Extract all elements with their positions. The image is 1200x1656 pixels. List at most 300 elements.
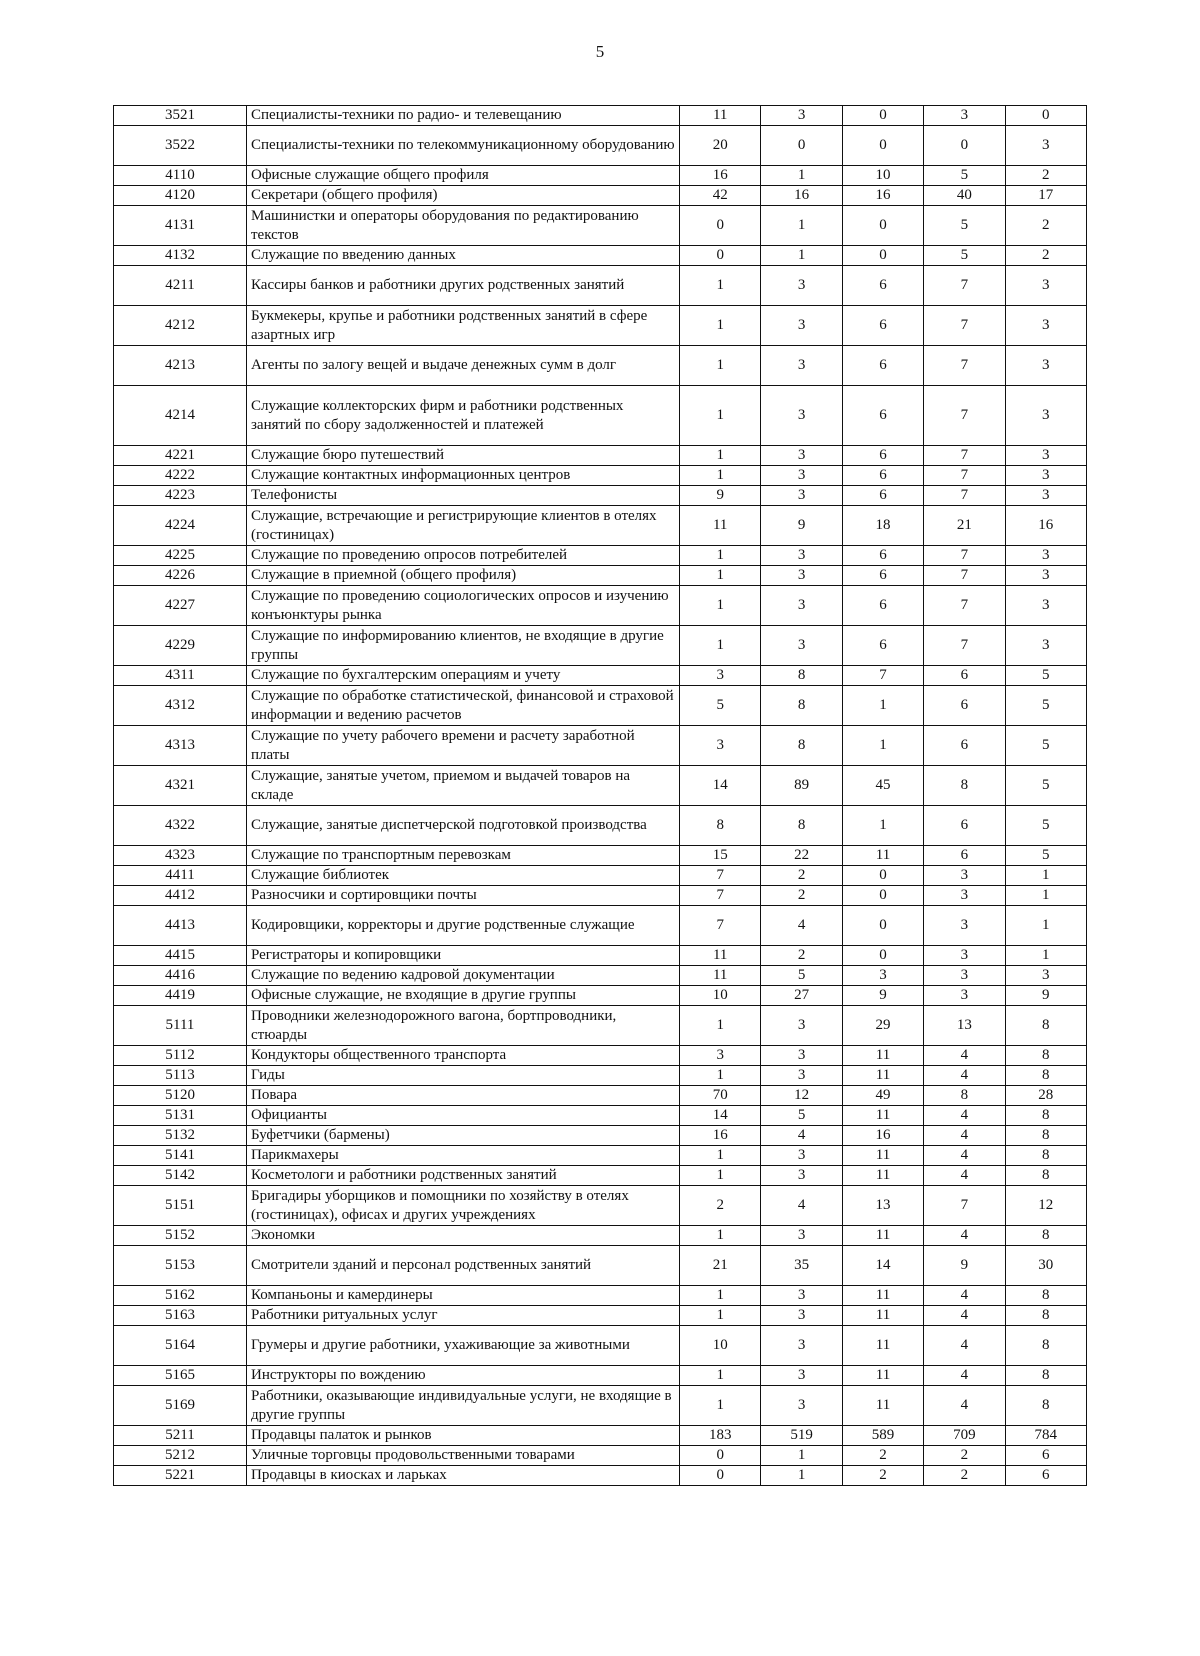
occupation-code: 4221 [114,446,247,466]
occupation-title: Машинистки и операторы оборудования по редактированию текстов [247,206,680,246]
value-cell-5: 1 [1005,946,1086,966]
value-cell-1: 7 [680,866,761,886]
table-row [114,446,1087,466]
value-cell-1: 1 [680,386,761,446]
value-cell-4: 7 [924,566,1005,586]
value-cell-4: 3 [924,106,1005,126]
value-cell-2: 27 [761,986,842,1006]
value-cell-1: 8 [680,806,761,846]
value-cell-3: 3 [842,966,923,986]
occupation-title: Смотрители зданий и персонал родственных занятий [247,1246,680,1286]
table-row [114,866,1087,886]
value-cell-1: 0 [680,206,761,246]
value-cell-5: 8 [1005,1286,1086,1306]
occupation-title: Кодировщики, корректоры и другие родственные служащие [247,906,680,946]
value-cell-2: 3 [761,306,842,346]
value-cell-3: 11 [842,1326,923,1366]
value-cell-4: 6 [924,806,1005,846]
value-cell-3: 6 [842,266,923,306]
value-cell-2: 22 [761,846,842,866]
occupation-title: Служащие, встречающие и регистрирующие клиентов в отелях (гостиницах) [247,506,680,546]
value-cell-3: 11 [842,1306,923,1326]
value-cell-5: 8 [1005,1126,1086,1146]
value-cell-4: 0 [924,126,1005,166]
table-row [114,726,1087,766]
occupation-code: 5163 [114,1306,247,1326]
value-cell-5: 0 [1005,106,1086,126]
value-cell-4: 4 [924,1306,1005,1326]
value-cell-5: 3 [1005,586,1086,626]
value-cell-3: 16 [842,1126,923,1146]
occupation-title: Уличные торговцы продовольственными товарами [247,1446,680,1466]
value-cell-1: 3 [680,1046,761,1066]
occupation-code: 4211 [114,266,247,306]
table-row [114,166,1087,186]
value-cell-3: 0 [842,206,923,246]
value-cell-4: 6 [924,846,1005,866]
value-cell-5: 1 [1005,886,1086,906]
value-cell-4: 3 [924,986,1005,1006]
occupation-code: 4227 [114,586,247,626]
value-cell-1: 20 [680,126,761,166]
table-row [114,1126,1087,1146]
value-cell-5: 3 [1005,306,1086,346]
value-cell-2: 3 [761,106,842,126]
value-cell-2: 3 [761,386,842,446]
value-cell-4: 8 [924,1086,1005,1106]
value-cell-3: 18 [842,506,923,546]
table-row [114,946,1087,966]
occupation-code: 4416 [114,966,247,986]
value-cell-3: 2 [842,1466,923,1486]
value-cell-5: 3 [1005,386,1086,446]
value-cell-2: 3 [761,1226,842,1246]
value-cell-1: 70 [680,1086,761,1106]
value-cell-4: 4 [924,1046,1005,1066]
table-row [114,466,1087,486]
value-cell-3: 6 [842,586,923,626]
value-cell-3: 45 [842,766,923,806]
value-cell-4: 4 [924,1226,1005,1246]
occupation-title: Инструкторы по вождению [247,1366,680,1386]
occupation-code: 4212 [114,306,247,346]
occupation-code: 4225 [114,546,247,566]
value-cell-1: 1 [680,446,761,466]
value-cell-5: 3 [1005,486,1086,506]
value-cell-5: 3 [1005,266,1086,306]
table-row [114,206,1087,246]
value-cell-3: 11 [842,1386,923,1426]
value-cell-5: 1 [1005,906,1086,946]
value-cell-3: 0 [842,886,923,906]
value-cell-4: 13 [924,1006,1005,1046]
value-cell-1: 1 [680,1366,761,1386]
occupation-code: 5162 [114,1286,247,1306]
value-cell-4: 40 [924,186,1005,206]
value-cell-5: 3 [1005,966,1086,986]
value-cell-5: 5 [1005,666,1086,686]
table-row [114,806,1087,846]
table-row [114,266,1087,306]
occupation-title: Служащие по бухгалтерским операциям и учету [247,666,680,686]
value-cell-4: 7 [924,346,1005,386]
value-cell-1: 1 [680,266,761,306]
value-cell-5: 6 [1005,1466,1086,1486]
occupation-title: Экономки [247,1226,680,1246]
value-cell-1: 11 [680,946,761,966]
value-cell-3: 10 [842,166,923,186]
occupation-code: 4311 [114,666,247,686]
value-cell-5: 3 [1005,546,1086,566]
occupation-title: Специалисты-техники по радио- и телевещанию [247,106,680,126]
value-cell-2: 89 [761,766,842,806]
value-cell-3: 6 [842,466,923,486]
value-cell-2: 1 [761,1446,842,1466]
table-row [114,1386,1087,1426]
value-cell-3: 11 [842,1106,923,1126]
occupation-title: Служащие в приемной (общего профиля) [247,566,680,586]
occupation-code: 5141 [114,1146,247,1166]
value-cell-5: 2 [1005,166,1086,186]
occupation-code: 4223 [114,486,247,506]
value-cell-5: 3 [1005,626,1086,666]
value-cell-5: 8 [1005,1106,1086,1126]
value-cell-3: 6 [842,386,923,446]
occupation-title: Кассиры банков и работники других родственных занятий [247,266,680,306]
value-cell-2: 16 [761,186,842,206]
table-row [114,1166,1087,1186]
table-row [114,1006,1087,1046]
value-cell-5: 8 [1005,1166,1086,1186]
value-cell-3: 11 [842,846,923,866]
occupation-code: 4413 [114,906,247,946]
value-cell-3: 6 [842,546,923,566]
table-row [114,346,1087,386]
occupation-code: 5212 [114,1446,247,1466]
value-cell-1: 1 [680,466,761,486]
value-cell-1: 1 [680,1146,761,1166]
value-cell-4: 4 [924,1326,1005,1366]
value-cell-5: 2 [1005,246,1086,266]
occupation-code: 4411 [114,866,247,886]
value-cell-5: 5 [1005,726,1086,766]
occupation-title: Служащие контактных информационных центров [247,466,680,486]
value-cell-1: 1 [680,306,761,346]
occupation-title: Официанты [247,1106,680,1126]
value-cell-4: 2 [924,1446,1005,1466]
value-cell-3: 0 [842,126,923,166]
occupation-title: Парикмахеры [247,1146,680,1166]
occupation-title: Офисные служащие, не входящие в другие группы [247,986,680,1006]
table-row [114,386,1087,446]
occupation-title: Служащие по проведению социологических опросов и изучению конъюнктуры рынка [247,586,680,626]
occupation-code: 5169 [114,1386,247,1426]
value-cell-1: 2 [680,1186,761,1226]
occupation-title: Служащие, занятые учетом, приемом и выдачей товаров на складе [247,766,680,806]
occupation-code: 4222 [114,466,247,486]
value-cell-1: 1 [680,1226,761,1246]
table-row [114,966,1087,986]
value-cell-1: 1 [680,586,761,626]
occupation-title: Продавцы в киосках и ларьках [247,1466,680,1486]
occupation-code: 5142 [114,1166,247,1186]
occupation-code: 5211 [114,1426,247,1446]
occupation-title: Агенты по залогу вещей и выдаче денежных сумм в долг [247,346,680,386]
value-cell-4: 7 [924,1186,1005,1226]
value-cell-1: 3 [680,666,761,686]
value-cell-2: 3 [761,446,842,466]
value-cell-2: 3 [761,1326,842,1366]
value-cell-1: 11 [680,966,761,986]
table-row [114,126,1087,166]
occupation-title: Служащие, занятые диспетчерской подготовкой производства [247,806,680,846]
value-cell-5: 1 [1005,866,1086,886]
value-cell-4: 4 [924,1146,1005,1166]
value-cell-5: 5 [1005,686,1086,726]
value-cell-5: 5 [1005,846,1086,866]
occupation-code: 5131 [114,1106,247,1126]
value-cell-5: 8 [1005,1366,1086,1386]
value-cell-4: 4 [924,1366,1005,1386]
table-row [114,186,1087,206]
table-row [114,306,1087,346]
value-cell-2: 3 [761,1166,842,1186]
value-cell-3: 11 [842,1366,923,1386]
value-cell-5: 5 [1005,766,1086,806]
value-cell-5: 8 [1005,1306,1086,1326]
value-cell-2: 3 [761,1386,842,1426]
occupation-title: Повара [247,1086,680,1106]
value-cell-2: 0 [761,126,842,166]
occupation-title: Служащие по ведению кадровой документации [247,966,680,986]
value-cell-3: 11 [842,1286,923,1306]
value-cell-2: 4 [761,1186,842,1226]
value-cell-2: 4 [761,1126,842,1146]
value-cell-4: 6 [924,666,1005,686]
occupation-code: 5152 [114,1226,247,1246]
occupation-title: Проводники железнодорожного вагона, бортпроводники, стюарды [247,1006,680,1046]
value-cell-2: 3 [761,1066,842,1086]
value-cell-4: 7 [924,266,1005,306]
value-cell-4: 4 [924,1066,1005,1086]
occupation-title: Разносчики и сортировщики почты [247,886,680,906]
value-cell-4: 9 [924,1246,1005,1286]
occupation-code: 5111 [114,1006,247,1046]
value-cell-3: 11 [842,1226,923,1246]
table-row [114,986,1087,1006]
value-cell-2: 5 [761,966,842,986]
table-row [114,1146,1087,1166]
value-cell-3: 11 [842,1166,923,1186]
value-cell-4: 8 [924,766,1005,806]
occupation-title: Служащие по учету рабочего времени и расчету заработной платы [247,726,680,766]
table-row [114,766,1087,806]
value-cell-5: 8 [1005,1226,1086,1246]
occupation-title: Кондукторы общественного транспорта [247,1046,680,1066]
value-cell-5: 30 [1005,1246,1086,1286]
value-cell-1: 1 [680,1306,761,1326]
value-cell-4: 5 [924,166,1005,186]
table-row [114,626,1087,666]
value-cell-5: 8 [1005,1386,1086,1426]
value-cell-2: 1 [761,246,842,266]
value-cell-5: 9 [1005,986,1086,1006]
value-cell-1: 10 [680,986,761,1006]
value-cell-3: 1 [842,726,923,766]
occupation-code: 5165 [114,1366,247,1386]
occupation-title: Косметологи и работники родственных занятий [247,1166,680,1186]
occupation-code: 5164 [114,1326,247,1366]
value-cell-2: 1 [761,1466,842,1486]
value-cell-3: 0 [842,946,923,966]
table-row [114,1426,1087,1446]
value-cell-4: 7 [924,486,1005,506]
table-row [114,1306,1087,1326]
value-cell-2: 1 [761,206,842,246]
table-row [114,1246,1087,1286]
occupation-code: 4415 [114,946,247,966]
value-cell-4: 4 [924,1106,1005,1126]
value-cell-2: 519 [761,1426,842,1446]
occupation-code: 4323 [114,846,247,866]
occupation-code: 4412 [114,886,247,906]
value-cell-5: 6 [1005,1446,1086,1466]
value-cell-3: 0 [842,866,923,886]
value-cell-4: 2 [924,1466,1005,1486]
value-cell-2: 1 [761,166,842,186]
value-cell-1: 10 [680,1326,761,1366]
value-cell-2: 3 [761,1286,842,1306]
value-cell-2: 3 [761,1306,842,1326]
table-row [114,1466,1087,1486]
value-cell-2: 3 [761,566,842,586]
value-cell-1: 9 [680,486,761,506]
value-cell-1: 0 [680,246,761,266]
value-cell-5: 17 [1005,186,1086,206]
occupation-code: 4419 [114,986,247,1006]
table-row [114,886,1087,906]
value-cell-2: 3 [761,626,842,666]
value-cell-2: 3 [761,546,842,566]
occupation-title: Грумеры и другие работники, ухаживающие за животными [247,1326,680,1366]
value-cell-2: 2 [761,946,842,966]
value-cell-3: 0 [842,246,923,266]
occupation-code: 4321 [114,766,247,806]
occupation-code: 4224 [114,506,247,546]
value-cell-1: 11 [680,106,761,126]
value-cell-1: 1 [680,1066,761,1086]
value-cell-3: 16 [842,186,923,206]
table-row [114,566,1087,586]
value-cell-1: 5 [680,686,761,726]
value-cell-3: 7 [842,666,923,686]
table-row [114,1326,1087,1366]
occupation-code: 4120 [114,186,247,206]
value-cell-2: 3 [761,486,842,506]
occupation-code: 4312 [114,686,247,726]
value-cell-1: 1 [680,1286,761,1306]
occupation-title: Служащие библиотек [247,866,680,886]
value-cell-4: 5 [924,246,1005,266]
value-cell-4: 7 [924,446,1005,466]
value-cell-1: 1 [680,566,761,586]
value-cell-4: 7 [924,466,1005,486]
value-cell-3: 6 [842,306,923,346]
value-cell-4: 7 [924,546,1005,566]
value-cell-4: 7 [924,306,1005,346]
value-cell-4: 6 [924,726,1005,766]
value-cell-1: 0 [680,1446,761,1466]
value-cell-2: 3 [761,266,842,306]
value-cell-2: 2 [761,886,842,906]
value-cell-5: 3 [1005,346,1086,386]
value-cell-5: 12 [1005,1186,1086,1226]
table-row [114,1446,1087,1466]
value-cell-5: 784 [1005,1426,1086,1446]
occupation-title: Работники ритуальных услуг [247,1306,680,1326]
value-cell-1: 16 [680,166,761,186]
value-cell-3: 9 [842,986,923,1006]
occupation-title: Служащие бюро путешествий [247,446,680,466]
table-row [114,906,1087,946]
value-cell-5: 8 [1005,1066,1086,1086]
value-cell-2: 3 [761,1046,842,1066]
value-cell-4: 7 [924,586,1005,626]
value-cell-5: 2 [1005,206,1086,246]
occupation-code: 4214 [114,386,247,446]
value-cell-1: 1 [680,346,761,386]
value-cell-3: 29 [842,1006,923,1046]
value-cell-2: 3 [761,466,842,486]
occupation-code: 5120 [114,1086,247,1106]
occupation-title: Служащие по транспортным перевозкам [247,846,680,866]
value-cell-2: 8 [761,666,842,686]
value-cell-2: 3 [761,1366,842,1386]
value-cell-1: 0 [680,1466,761,1486]
value-cell-1: 1 [680,1006,761,1046]
value-cell-4: 3 [924,946,1005,966]
occupation-code: 5153 [114,1246,247,1286]
value-cell-2: 3 [761,1146,842,1166]
value-cell-3: 49 [842,1086,923,1106]
value-cell-1: 1 [680,546,761,566]
table-row [114,1046,1087,1066]
value-cell-3: 11 [842,1066,923,1086]
occupation-title: Служащие по информированию клиентов, не входящие в другие группы [247,626,680,666]
value-cell-2: 12 [761,1086,842,1106]
table-row [114,1066,1087,1086]
value-cell-1: 14 [680,1106,761,1126]
occupation-title: Работники, оказывающие индивидуальные услуги, не входящие в другие группы [247,1386,680,1426]
value-cell-1: 16 [680,1126,761,1146]
value-cell-4: 6 [924,686,1005,726]
value-cell-1: 11 [680,506,761,546]
value-cell-4: 3 [924,966,1005,986]
occupation-table [113,105,1087,1486]
value-cell-2: 8 [761,806,842,846]
occupation-code: 4313 [114,726,247,766]
table-row [114,586,1087,626]
value-cell-4: 3 [924,866,1005,886]
table-row [114,686,1087,726]
table-row [114,546,1087,566]
value-cell-2: 3 [761,1006,842,1046]
value-cell-3: 11 [842,1046,923,1066]
value-cell-4: 21 [924,506,1005,546]
value-cell-1: 21 [680,1246,761,1286]
table-row [114,1286,1087,1306]
table-row [114,1106,1087,1126]
